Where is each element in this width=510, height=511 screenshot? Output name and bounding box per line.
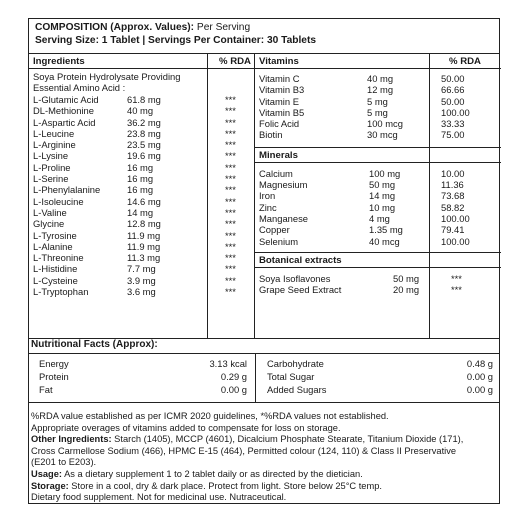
ingredient-rda: *** [225,139,236,151]
usage-label: Usage: [31,468,63,479]
vitamin-amount: 5 mg [367,95,388,107]
ingredient-rda: *** [225,218,236,230]
ingredient-rda: *** [225,173,236,185]
vitamin-name: Vitamin B3 [259,84,305,96]
mineral-name: Iron [259,190,276,202]
vitamin-amount: 100 mcg [367,118,403,130]
rda-note: %RDA value established as per ICMR 2020 guidelines, *%RDA values not established. [31,411,389,421]
vitamin-rda: 75.00 [441,129,465,141]
nutrient-name: Protein [39,371,69,382]
mineral-name: Calcium [259,167,293,179]
ingredient-amount: 14 mg [127,206,154,218]
vitamin-rda: 33.33 [441,118,465,130]
ingredient-rda: *** [225,161,236,173]
ingredient-name: DL-Methionine [33,105,94,117]
nutrient-value: 3.13 kcal [209,358,247,369]
vitamin-name: Vitamin B5 [259,106,305,118]
botanical-rda: *** [451,272,462,284]
table-row [255,85,501,96]
nutrition-left-list [29,359,255,398]
ingredient-amount: 3.6 mg [127,286,156,298]
mineral-name: Manganese [259,212,308,224]
vitamin-amount: 5 mg [367,106,388,118]
nutrition-facts-table [29,353,499,403]
composition-header [29,19,499,54]
table-row [255,130,501,141]
ingredient-name: L-Arginine [33,139,76,151]
nutrition-right-list [255,359,501,398]
composition-line [35,22,493,34]
table-row [255,191,501,202]
ingredient-name: L-Isoleucine [33,195,84,207]
ingredient-rda: *** [225,195,236,207]
dietary-note: Dietary food supplement. Not for medicinal use. Nutraceutical. [31,492,287,503]
minerals-title: Minerals [259,149,298,161]
ingredient-name: L-Glutamic Acid [33,94,99,105]
mineral-rda: 100.00 [441,212,470,224]
botanical-amount: 50 mg [393,272,420,284]
ingredient-amount: 3.9 mg [127,274,156,286]
ingredient-amount: 11.9 mg [127,240,161,252]
mineral-rda: 100.00 [441,235,470,247]
nutrient-name: Added Sugars [267,384,327,395]
composition-label: COMPOSITION (Approx. Values): [35,22,195,33]
intro-line-1: Soya Protein Hydrolysate Providing [33,71,181,82]
vitamin-name: Folic Acid [259,118,300,130]
ingredient-amount: 61.8 mg [127,94,161,105]
ingredient-name: L-Threonine [33,252,84,264]
ingredients-col-header: Ingredients [33,56,85,67]
ingredient-name: L-Leucine [33,127,75,139]
ingredient-rda: *** [225,274,236,286]
nutrient-value: 0.29 g [220,371,247,382]
ingredient-amount: 36.2 mg [127,116,161,128]
mineral-rda: 10.00 [441,167,465,179]
table-row [255,225,501,236]
ingredient-amount: 11.3 mg [127,252,161,264]
vitamin-rda: 100.00 [441,106,470,118]
botanical-amount: 20 mg [393,284,420,296]
ingredients-column [29,54,255,338]
ingredient-rda: *** [225,252,236,264]
nutrition-title: Nutritional Facts (Approx): [31,339,158,350]
ingredients-intro [29,69,254,95]
vitamin-rda: 50.00 [441,95,465,107]
ingredient-name: L-Phenylalanine [33,184,101,196]
vitamins-rda-header: % RDA [449,56,481,67]
ingredient-rda: *** [225,240,236,252]
mineral-rda: 79.41 [441,224,465,236]
ingredient-amount: 12.8 mg [127,218,161,230]
mineral-amount: 50 mg [369,179,396,191]
ingredient-amount: 16 mg [127,161,154,173]
ingredient-rda: *** [225,94,236,105]
storage-label: Storage: [31,480,69,491]
other-ingredients-line-3: (E201 to E203). [31,457,97,468]
vitamins-minerals-column [255,54,501,338]
botanical-rda: *** [451,284,462,296]
minerals-list [255,169,501,248]
ingredient-name: L-Lysine [33,150,69,162]
botanical-list [255,274,501,297]
other-ingredients-line-1: Other Ingredients: Starch (1405), MCCP (4601), Dicalcium Phosphate Stearate, Titanium Dioxide (171), [31,434,464,445]
ingredient-rda: *** [225,116,236,128]
composition-table [29,54,499,338]
ingredient-name: L-Aspartic Acid [33,116,96,128]
ingredients-rda-header: % RDA [219,56,251,67]
mineral-rda: 73.68 [441,190,465,202]
nutrient-name: Carbohydrate [267,358,324,369]
ingredient-amount: 23.5 mg [127,139,161,151]
table-row [29,219,254,230]
botanical-name: Soya Isoflavones [259,272,331,284]
ingredient-name: L-Histidine [33,263,78,275]
table-row [29,106,254,117]
nutrient-value: 0.00 g [220,384,247,395]
ingredient-name: L-Serine [33,173,69,185]
botanical-header [255,252,501,268]
storage-line: Storage: Store in a cool, dry & dark place. Protect from light. Store below 25°C temp. [31,480,382,491]
ingredient-amount: 19.6 mg [127,150,161,162]
botanical-title: Botanical extracts [259,254,342,266]
vitamin-name: Biotin [259,129,283,141]
ingredient-rda: *** [225,229,236,241]
ingredient-name: Glycine [33,218,65,230]
vitamin-name: Vitamin E [259,95,299,107]
ingredient-amount: 11.9 mg [127,229,161,241]
mineral-name: Magnesium [259,179,308,191]
vitamin-amount: 40 mg [367,73,394,84]
ingredient-rda: *** [225,206,236,218]
label-notes [29,411,499,504]
ingredient-name: L-Tryptophan [33,286,89,298]
ingredient-amount: 16 mg [127,173,154,185]
ingredients-list [29,95,254,298]
mineral-rda: 11.36 [441,179,464,191]
vitamins-col-header: Vitamins [259,56,299,67]
ingredient-name: L-Valine [33,206,67,218]
nutrient-value: 0.00 g [466,384,493,395]
ingredient-rda: *** [225,127,236,139]
nutrition-row [255,385,501,398]
other-ingredients-line-2: Cross Carmellose Sodium (466), HPMC E-15 (464), Permitted colour (124, 110) & Class II Preservative [31,445,457,456]
botanical-name: Grape Seed Extract [259,284,342,296]
ingredient-amount: 23.8 mg [127,127,161,139]
vitamin-rda: 50.00 [441,73,465,84]
ingredient-rda: *** [225,105,236,117]
ingredient-name: L-Alanine [33,240,73,252]
per-serving-label: Per Serving [196,22,251,33]
ingredient-amount: 16 mg [127,184,154,196]
mineral-name: Selenium [259,235,299,247]
vitamin-amount: 30 mcg [367,129,398,141]
mineral-amount: 14 mg [369,190,396,202]
mineral-amount: 40 mcg [369,235,400,247]
nutrient-value: 0.48 g [466,358,493,369]
table-row [29,287,254,298]
vitamin-rda: 66.66 [441,84,465,96]
nutrition-row [29,385,255,398]
mineral-amount: 4 mg [369,212,390,224]
supplement-label [28,18,500,504]
ingredient-rda: *** [225,184,236,196]
ingredient-name: L-Proline [33,161,71,173]
mineral-rda: 58.82 [441,201,465,213]
ingredient-rda: *** [225,286,236,298]
mineral-name: Copper [259,224,290,236]
vitamin-name: Vitamin C [259,73,300,84]
nutrient-name: Total Sugar [267,371,315,382]
ingredient-amount: 7.7 mg [127,263,156,275]
nutrient-value: 0.00 g [466,371,493,382]
mineral-amount: 1.35 mg [369,224,403,236]
intro-line-2: Essential Amino Acid : [33,82,126,94]
table-row [29,185,254,196]
vitamin-amount: 12 mg [367,84,394,96]
ingredient-rda: *** [225,150,236,162]
ingredient-amount: 14.6 mg [127,195,161,207]
overage-note: Appropriate overages of vitamins added to compensate for loss on storage. [31,422,341,433]
ingredient-name: L-Cysteine [33,274,78,286]
vitamins-header-row [255,54,501,69]
nutrient-name: Energy [39,358,69,369]
ingredient-rda: *** [225,263,236,275]
mineral-amount: 100 mg [369,167,401,179]
table-row [255,285,501,296]
table-row [255,237,501,248]
other-ingredients-label: Other Ingredients: [31,434,112,445]
ingredients-header-row [29,54,254,69]
vitamins-list [255,74,501,142]
serving-line: Serving Size: 1 Tablet | Servings Per Container: 30 Tablets [35,34,317,46]
usage-line: Usage: As a dietary supplement 1 to 2 tablet daily or as directed by the dietician. [31,468,363,479]
minerals-header [255,147,501,163]
nutrient-name: Fat [39,384,53,395]
ingredient-amount: 40 mg [127,105,154,117]
mineral-amount: 10 mg [369,201,396,213]
ingredient-name: L-Tyrosine [33,229,77,241]
mineral-name: Zinc [259,201,277,213]
